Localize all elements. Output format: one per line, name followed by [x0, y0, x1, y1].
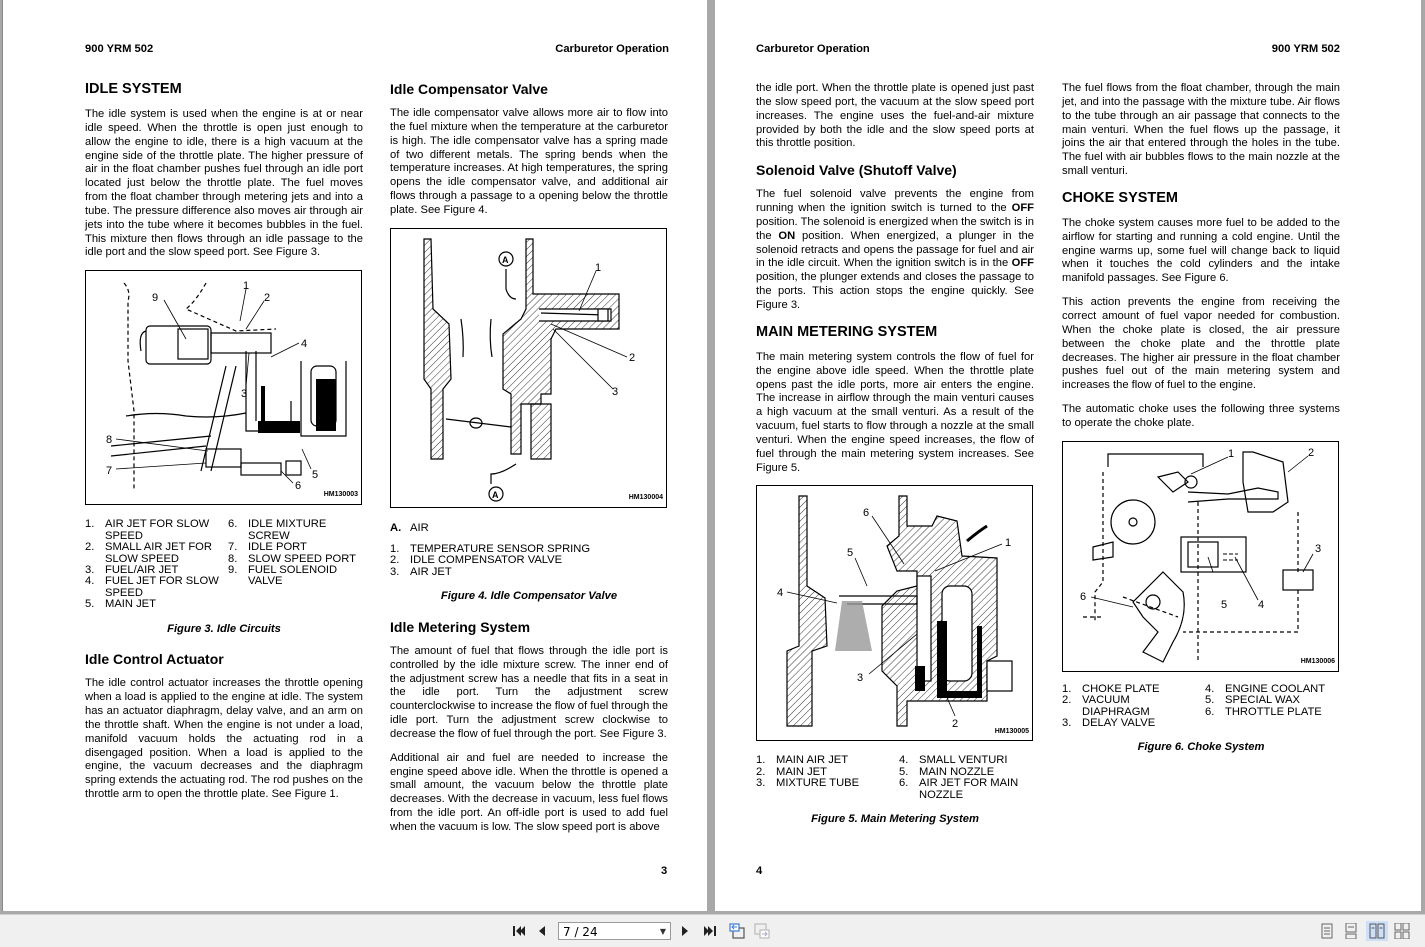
callout-1: 1	[1228, 447, 1235, 460]
callout-line-1	[240, 289, 246, 321]
idle-system-body: The idle system is used when the engine is at or near idle speed. When the throttle is open just enough to allow the engine to idle, there is a high vacuum at the engine side of the throttle plate. The higher pressure of air in the float chamber pushes fuel through an idle port located just below the throttle plate. The fuel moves from the float chamber through metering jets and into a tube. The pressure difference also moves air through air jets into the tube where it becomes bubbles in the fuel. This mixture then flows through an idle passage to the idle port and the slow speed port. See Figure 3.	[85, 108, 363, 259]
right-page-column-2	[1062, 82, 1340, 769]
choke-system-body-1: The choke system causes more fuel to be added to the airflow for starting and running a cold engine. Until the engine warms up, some fuel will change back to liquid when it touches the cold cylinders and the intake manifold passages. See Figure 6.	[1062, 216, 1340, 285]
legend-item: 2. MAIN JET	[756, 765, 827, 778]
legend-item: 2. IDLE COMPENSATOR VALVE	[390, 554, 563, 567]
callout-3: 3	[241, 388, 248, 401]
callout-7: 7	[106, 465, 113, 478]
figure-5-legend	[756, 755, 1034, 801]
legend-item: 9. FUEL SOLENOID VALVE	[228, 563, 338, 588]
document-page-4	[715, 0, 1421, 911]
facing-pages-icon	[1369, 923, 1385, 939]
section-title-choke-system: CHOKE SYSTEM	[1062, 189, 1179, 206]
legend-item: 5. SPECIAL WAX	[1205, 694, 1301, 707]
legend-col-left	[756, 755, 891, 801]
continuous-page-icon	[1344, 923, 1358, 939]
figure-3-idle-circuits	[85, 270, 362, 505]
callout-1: 1	[1005, 537, 1012, 550]
legend-item: 4. FUEL JET FOR SLOW SPEED	[85, 575, 219, 599]
view-continuous-button[interactable]	[1340, 921, 1362, 941]
fuel-spray	[835, 601, 872, 651]
main-metering-body: The main metering system controls the flow of fuel for the engine above idle speed. When the throttle plate opens past the idle ports, more air enters the engine. The increase in airflow through the main venturi causes a high vacuum at the small venturi. As a result of the vacuum, fuel starts to flow through a nozzle at the small venturi. When the engine speed increases, the flow of fuel through the main metering system increases. See Figure 5.	[756, 350, 1034, 474]
legend-item: 4. SMALL VENTURI	[899, 754, 1008, 767]
figure-id: HM130005	[994, 727, 1029, 735]
page-header-doc-id: 900 YRM 502	[1271, 43, 1340, 55]
callout-4: 4	[777, 587, 784, 600]
figure-4-legend	[390, 544, 668, 578]
legend-item: 1. TEMPERATURE SENSOR SPRING	[390, 542, 591, 555]
venturi-wall-left	[424, 239, 451, 459]
choke-wheel	[1111, 500, 1155, 544]
legend-item-a: A. AIR	[390, 521, 429, 534]
legend-col-right	[1205, 684, 1340, 730]
venturi-wall	[787, 496, 827, 726]
callout-3: 3	[1315, 542, 1322, 555]
callout-3: 3	[857, 672, 864, 685]
section-title-idle-metering-system: Idle Metering System	[390, 618, 531, 635]
idle-metering-body-1: The amount of fuel that flows through the idle port is controlled by the idle mixture screw. The inner end of the adjustment screw has a needle that fits in a seat in the idle port. Turn the adjustment screw counterclockwise to increase the flow of fuel through the idle port. Turn the adjustment screw clockwise to decrease the flow of fuel through the port. See Figure 3.	[390, 644, 668, 740]
callout-5: 5	[312, 469, 319, 482]
vacuum-diaphragm	[1243, 452, 1288, 512]
figure-6-choke-system	[1062, 441, 1339, 672]
left-page-column-1	[85, 80, 363, 812]
figure-6-caption: Figure 6. Choke System	[1137, 741, 1265, 754]
legend-item: 3. FUEL/AIR JET	[85, 563, 179, 576]
figure-id: HM130004	[628, 493, 663, 501]
choke-system-body-2: This action prevents the engine from receiving the correct amount of fuel vapor needed for combustion. When the choke plate is closed, the air pressure between the choke plate and the throttle plate decreases. The higher air pressure in the float chamber pushes fuel out of the main metering system and increases the flow of fuel to the engine.	[1062, 296, 1340, 392]
chevron-down-icon[interactable]: ▼	[659, 927, 666, 936]
solenoid-valve-body: The fuel solenoid valve prevents the engine from running when the ignition switch is turned to the OFF position. The solenoid is energized when the switch is in the ON position. When energized, a plunger in the solenoid retracts and opens the passage for fuel and air in the idle circuit. When the ignition switch is in the OFF position, the plunger extends and closes the passage to the ports. This action stops the engine quickly. See Figure 3.	[756, 188, 1034, 311]
legend-item: 8. SLOW SPEED PORT	[228, 552, 356, 565]
first-page-icon	[512, 924, 526, 938]
section-title-idle-control-actuator: Idle Control Actuator	[85, 651, 224, 668]
figure-4-idle-compensator-valve	[390, 228, 667, 508]
next-page-button[interactable]	[677, 921, 693, 941]
choke-system-diagram	[1063, 442, 1338, 671]
document-page-3	[2, 0, 707, 911]
figure-id: HM130003	[323, 491, 358, 499]
figure-5-caption: Figure 5. Main Metering System	[811, 813, 979, 826]
callout-6: 6	[863, 507, 870, 520]
previous-page-button[interactable]	[534, 921, 550, 941]
right-page-column-1	[756, 82, 1034, 841]
idle-control-actuator-body: The idle control actuator increases the throttle opening when a load is applied to the engine at idle. The system has an actuator diaphragm, delay valve, and an arm on the throttle shaft. When the engine is not under a load, manifold vacuum holds the actuating rod in a disengaged position. When a load is applied to the engine, the vacuum decreases and the diaphragm spring extends the actuating rod. The rod pushes on the throttle arm to open the throttle plate. See Figure 1.	[85, 677, 363, 801]
figure-4-caption: Figure 4. Idle Compensator Valve	[440, 589, 618, 602]
callout-4: 4	[301, 338, 308, 351]
view-single-page-button[interactable]	[1316, 921, 1338, 941]
section-title-solenoid-valve: Solenoid Valve (Shutoff Valve)	[756, 162, 957, 179]
callout-6: 6	[1080, 590, 1087, 603]
delay-valve	[1283, 570, 1313, 590]
callout-9: 9	[152, 292, 159, 305]
idle-metering-body-2: Additional air and fuel are needed to increase the engine speed above idle. When the throttle is opened a small amount, the vacuum below the throttle plate decreases. With the decrease in vacuum, less fuel flows from the idle port. An off-idle port is used to add fuel when the vacuum is low. The slow speed port is above	[390, 751, 668, 833]
legend-item: 4. ENGINE COOLANT	[1205, 682, 1326, 695]
callout-2: 2	[952, 718, 959, 731]
figure-3-caption: Figure 3. Idle Circuits	[167, 622, 281, 635]
legend-item: 6. THROTTLE PLATE	[1205, 705, 1322, 718]
legend-item: 2. SMALL AIR JET FOR SLOW SPEED	[85, 541, 212, 565]
legend-col-right	[899, 755, 1034, 801]
next-view-button[interactable]	[752, 921, 772, 941]
continuous-facing-icon	[1394, 923, 1410, 939]
main-fuel-flow-body: The fuel flows from the float chamber, through the main jet, and into the passage with the mixture tube. Air flows to the tube through an air passage that connects to the main venturi. When the fuel flows up the passage, it joins the air that entered through the holes in the tube. The fuel with air bubbles flows to the main nozzle at the small venturi.	[1062, 82, 1340, 178]
venturi-wall-right	[503, 239, 619, 454]
figure-3-legend	[85, 519, 363, 610]
section-title-idle-compensator-valve: Idle Compensator Valve	[390, 81, 548, 97]
legend-item: 5. MAIN NOZZLE	[899, 765, 995, 778]
callout-2: 2	[264, 292, 271, 305]
section-title-idle-system: IDLE SYSTEM	[85, 81, 182, 97]
legend-item: 3. MIXTURE TUBE	[756, 777, 860, 790]
next-page-icon	[679, 924, 691, 938]
figure-id: HM130006	[1300, 657, 1335, 665]
legend-col-left	[85, 519, 220, 610]
callout-2: 2	[629, 351, 636, 364]
last-page-button[interactable]	[701, 921, 719, 941]
callout-line-9	[164, 300, 186, 339]
previous-page-icon	[536, 924, 548, 938]
section-title-main-metering: MAIN METERING SYSTEM	[756, 323, 938, 340]
last-page-icon	[703, 924, 717, 938]
idle-compensator-body: The idle compensator valve allows more air to flow into the fuel mixture when the temperature at the carburetor is high. The idle compensator valve has a spring made of two different metals. The spring bends when the temperature increases. At high temperatures, the spring opens the idle compensator valve, and additional air flows through a passage to a opening below the throttle plate. See Figure 4.	[390, 107, 668, 216]
page-header-doc-id: 900 YRM 502	[85, 43, 154, 55]
view-continuous-facing-button[interactable]	[1391, 921, 1413, 941]
legend-item: 3. DELAY VALVE	[1062, 716, 1156, 729]
callout-5: 5	[1221, 598, 1228, 611]
page-number: 4	[756, 865, 763, 877]
legend-col-right	[228, 519, 363, 610]
legend-item: 5. MAIN JET	[85, 598, 156, 611]
callout-5: 5	[847, 547, 854, 560]
air-marker-a-bottom: A	[492, 489, 499, 500]
single-page-icon	[1320, 923, 1334, 939]
figure-5-main-metering-system	[756, 485, 1033, 741]
pdf-viewer-toolbar	[0, 914, 1425, 947]
figure-6-legend	[1062, 684, 1340, 730]
page-number-select[interactable]	[558, 922, 671, 940]
callout-3: 3	[612, 385, 619, 398]
page-header-title: Carburetor Operation	[555, 43, 669, 55]
air-marker-a-top: A	[502, 254, 509, 265]
page-number-value: 7 / 24	[563, 925, 598, 939]
main-metering-diagram	[757, 486, 1032, 740]
air-arrow-in	[506, 269, 516, 299]
legend-item: 6. IDLE MIXTURE SCREW	[228, 518, 327, 542]
callout-2: 2	[1308, 446, 1315, 459]
page-header-title: Carburetor Operation	[756, 43, 870, 55]
choke-system-body-3: The automatic choke uses the following three systems to operate the choke plate.	[1062, 403, 1340, 429]
diagram-dashed-outline	[124, 283, 134, 491]
legend-col-left	[1062, 684, 1197, 730]
page-number: 3	[661, 865, 668, 877]
legend-item: 7. IDLE PORT	[228, 541, 307, 554]
left-page-column-2	[390, 80, 668, 845]
view-facing-button[interactable]	[1366, 921, 1388, 941]
choke-housing	[1108, 454, 1203, 467]
previous-view-button[interactable]	[727, 921, 747, 941]
callout-1: 1	[243, 280, 250, 293]
callout-1: 1	[595, 261, 602, 274]
callout-6: 6	[295, 480, 302, 493]
callout-8: 8	[106, 434, 113, 447]
previous-view-icon	[728, 922, 746, 940]
idle-compensator-diagram	[391, 229, 666, 507]
legend-item: 1. CHOKE PLATE	[1062, 682, 1160, 695]
continued-text: the idle port. When the throttle plate is opened just past the slow speed port, the vacuum at the slow speed port increases. The engine uses the fuel-and-air mixture provided by both the idle and the slow speed ports at this throttle position.	[756, 82, 1034, 150]
callout-4: 4	[1258, 598, 1265, 611]
legend-item: 2. VACUUM DIAPHRAGM	[1062, 694, 1150, 718]
legend-item: 1. AIR JET FOR SLOW SPEED	[85, 518, 210, 542]
first-page-button[interactable]	[510, 921, 528, 941]
air-arrow-out	[491, 464, 516, 484]
next-view-icon	[753, 922, 771, 940]
legend-item: 1. MAIN AIR JET	[756, 754, 849, 767]
legend-item: 3. AIR JET	[390, 565, 452, 578]
legend-item: 6. AIR JET FOR MAIN NOZZLE	[899, 777, 1019, 801]
idle-circuits-diagram	[86, 271, 361, 504]
